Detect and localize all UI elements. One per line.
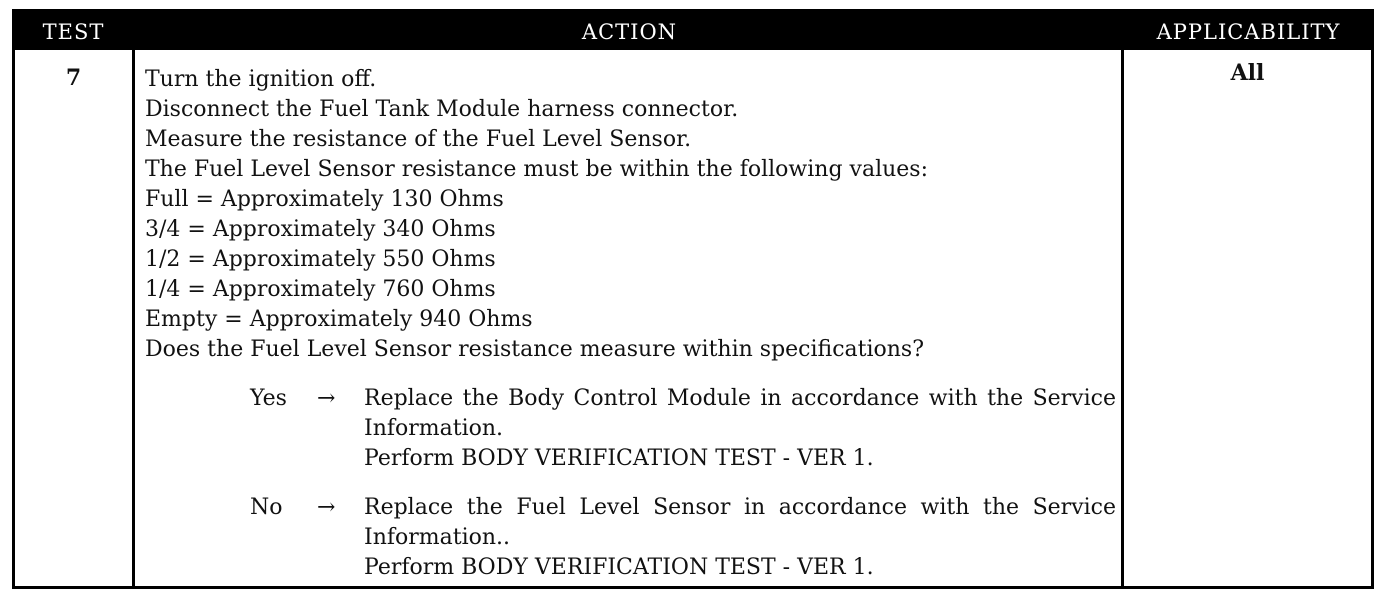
branch-no-text: [364, 493, 1116, 583]
branch-yes-line: Information.: [364, 416, 504, 441]
branch-no-label: No: [250, 495, 283, 520]
resistance-value-empty: Empty = Approximately 940 Ohms: [145, 307, 533, 332]
action-line: Measure the resistance of the Fuel Level Sensor.: [145, 127, 692, 152]
arrow-right-icon: →: [317, 386, 336, 411]
resistance-value-quarter: 1/4 = Approximately 760 Ohms: [145, 277, 496, 302]
branch-no-line: Replace the Fuel Level Sensor in accordance with the Service: [364, 495, 1116, 520]
action-line: Disconnect the Fuel Tank Module harness connector.: [145, 97, 739, 122]
action-line: The Fuel Level Sensor resistance must be within the following values:: [145, 157, 928, 182]
resistance-value-three-quarter: 3/4 = Approximately 340 Ohms: [145, 217, 496, 242]
header-action: ACTION: [581, 20, 678, 44]
branch-yes-text: [364, 384, 1116, 474]
diagnostic-test-table: [12, 9, 1374, 589]
branch-no: [145, 493, 1115, 585]
table-row: [15, 53, 1371, 586]
resistance-value-half: 1/2 = Approximately 550 Ohms: [145, 247, 496, 272]
branch-no-line: Perform BODY VERIFICATION TEST - VER 1.: [364, 555, 874, 580]
branch-yes-line: Perform BODY VERIFICATION TEST - VER 1.: [364, 446, 874, 471]
header-applicability: APPLICABILITY: [1156, 20, 1341, 44]
action-cell: [145, 65, 1115, 585]
branch-yes-label: Yes: [250, 386, 287, 411]
question-line: Does the Fuel Level Sensor resistance measure within specifications?: [145, 337, 925, 362]
action-line: Turn the ignition off.: [145, 67, 377, 92]
table-header-row: [15, 12, 1371, 50]
branch-no-line: Information..: [364, 525, 511, 550]
test-number: 7: [65, 65, 82, 91]
applicability-value: All: [1230, 60, 1265, 86]
arrow-right-icon: →: [317, 495, 336, 520]
branch-yes: [145, 384, 1115, 476]
resistance-value-full: Full = Approximately 130 Ohms: [145, 187, 504, 212]
header-test: TEST: [42, 20, 105, 44]
branch-yes-line: Replace the Body Control Module in accordance with the Service: [364, 386, 1116, 411]
